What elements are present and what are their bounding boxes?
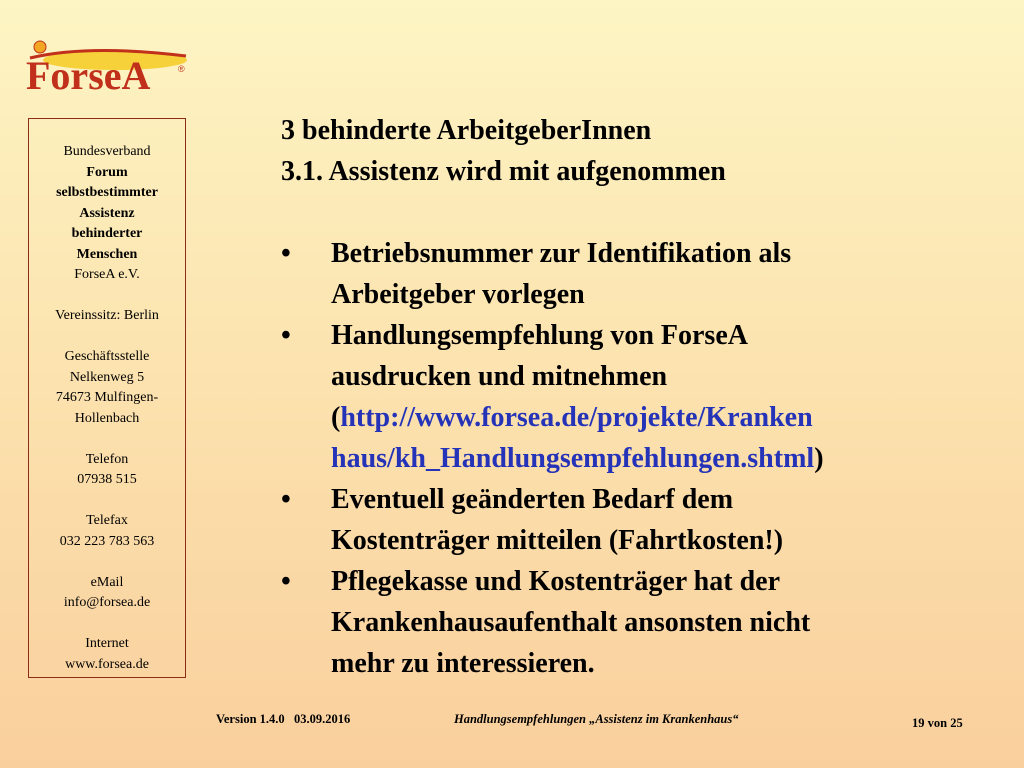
internet-label: Internet [85, 636, 129, 651]
org-block [29, 142, 185, 286]
bullet-icon: • [281, 320, 291, 351]
internet-block [29, 634, 185, 675]
sidebar-contact-box [28, 118, 186, 678]
bullet-line: Arbeitgeber vorlegen [331, 279, 585, 310]
org-line: selbstbestimmter [56, 185, 158, 200]
bullet-icon: • [281, 484, 291, 515]
forsea-logo [18, 38, 190, 94]
seat-block [29, 306, 185, 327]
bullet-line: ausdrucken und mitnehmen [331, 361, 668, 392]
seat-text: Vereinssitz: Berlin [55, 308, 159, 323]
logo-text: ForseA [26, 53, 151, 94]
phone-block [29, 450, 185, 491]
slide-content [281, 110, 961, 684]
url-link[interactable]: haus/kh_Handlungsempfehlungen.shtml [331, 443, 815, 474]
bullet-line: Eventuell geänderten Bedarf dem [331, 484, 734, 515]
bullet-line: Betriebsnummer zur Identifikation als [331, 238, 792, 269]
version-text: Version 1.4.0 [216, 712, 285, 726]
org-line: Forum [86, 164, 128, 180]
phone-label: Telefon [85, 451, 129, 467]
office-label: Geschäftsstelle [64, 349, 150, 364]
heading-line: 3 behinderte ArbeitgeberInnen [281, 115, 652, 146]
email-block [29, 573, 185, 614]
org-line: Bundesverband [63, 144, 151, 159]
bullet-line [331, 397, 961, 438]
page-number: 19 von 25 [912, 716, 963, 730]
bullet-line: Kostenträger mitteilen (Fahrtkosten!) [331, 525, 784, 556]
date-text: 03.09.2016 [294, 712, 351, 726]
org-line: ForseA e.V. [74, 267, 140, 282]
bullet-list [281, 233, 961, 684]
phone-value: 07938 515 [77, 472, 137, 487]
org-line: Assistenz [79, 205, 135, 221]
bullet-line: Krankenhausaufenthalt ansonsten nicht [331, 607, 811, 638]
fax-block [29, 511, 185, 552]
office-city: 74673 Mulfingen- [55, 390, 159, 405]
url-link[interactable]: http://www.forsea.de/projekte/Kranken [340, 402, 813, 433]
office-street: Nelkenweg 5 [69, 369, 145, 385]
paren-open: ( [331, 402, 341, 433]
heading-line: 3.1. Assistenz wird mit aufgenommen [281, 156, 726, 187]
bullet-icon: • [281, 238, 291, 269]
org-line: Menschen [76, 246, 138, 262]
bullet-item [281, 233, 961, 315]
fax-label: Telefax [86, 513, 128, 528]
fax-value: 032 223 783 563 [59, 533, 155, 549]
internet-value[interactable]: www.forsea.de [65, 656, 149, 672]
bullet-line: Handlungsempfehlung von ForseA [331, 320, 748, 351]
slide-heading [281, 110, 961, 192]
bullet-line: mehr zu interessieren. [331, 648, 595, 679]
bullet-line [331, 438, 961, 479]
email-label: eMail [90, 574, 124, 590]
footer-title: Handlungsempfehlungen „Assistenz im Krankenhaus“ [454, 712, 739, 726]
office-city: Hollenbach [74, 410, 140, 426]
bullet-item [281, 561, 961, 684]
registered-mark: ® [178, 64, 185, 74]
bullet-item [281, 479, 961, 561]
bullet-line: Pflegekasse und Kostenträger hat der [331, 566, 780, 597]
bullet-icon: • [281, 566, 291, 597]
office-block [29, 347, 185, 429]
org-line: behinderter [71, 226, 143, 241]
footer-version [216, 712, 350, 727]
bullet-item [281, 315, 961, 479]
email-value[interactable]: info@forsea.de [63, 595, 151, 610]
paren-close: ) [814, 443, 824, 474]
